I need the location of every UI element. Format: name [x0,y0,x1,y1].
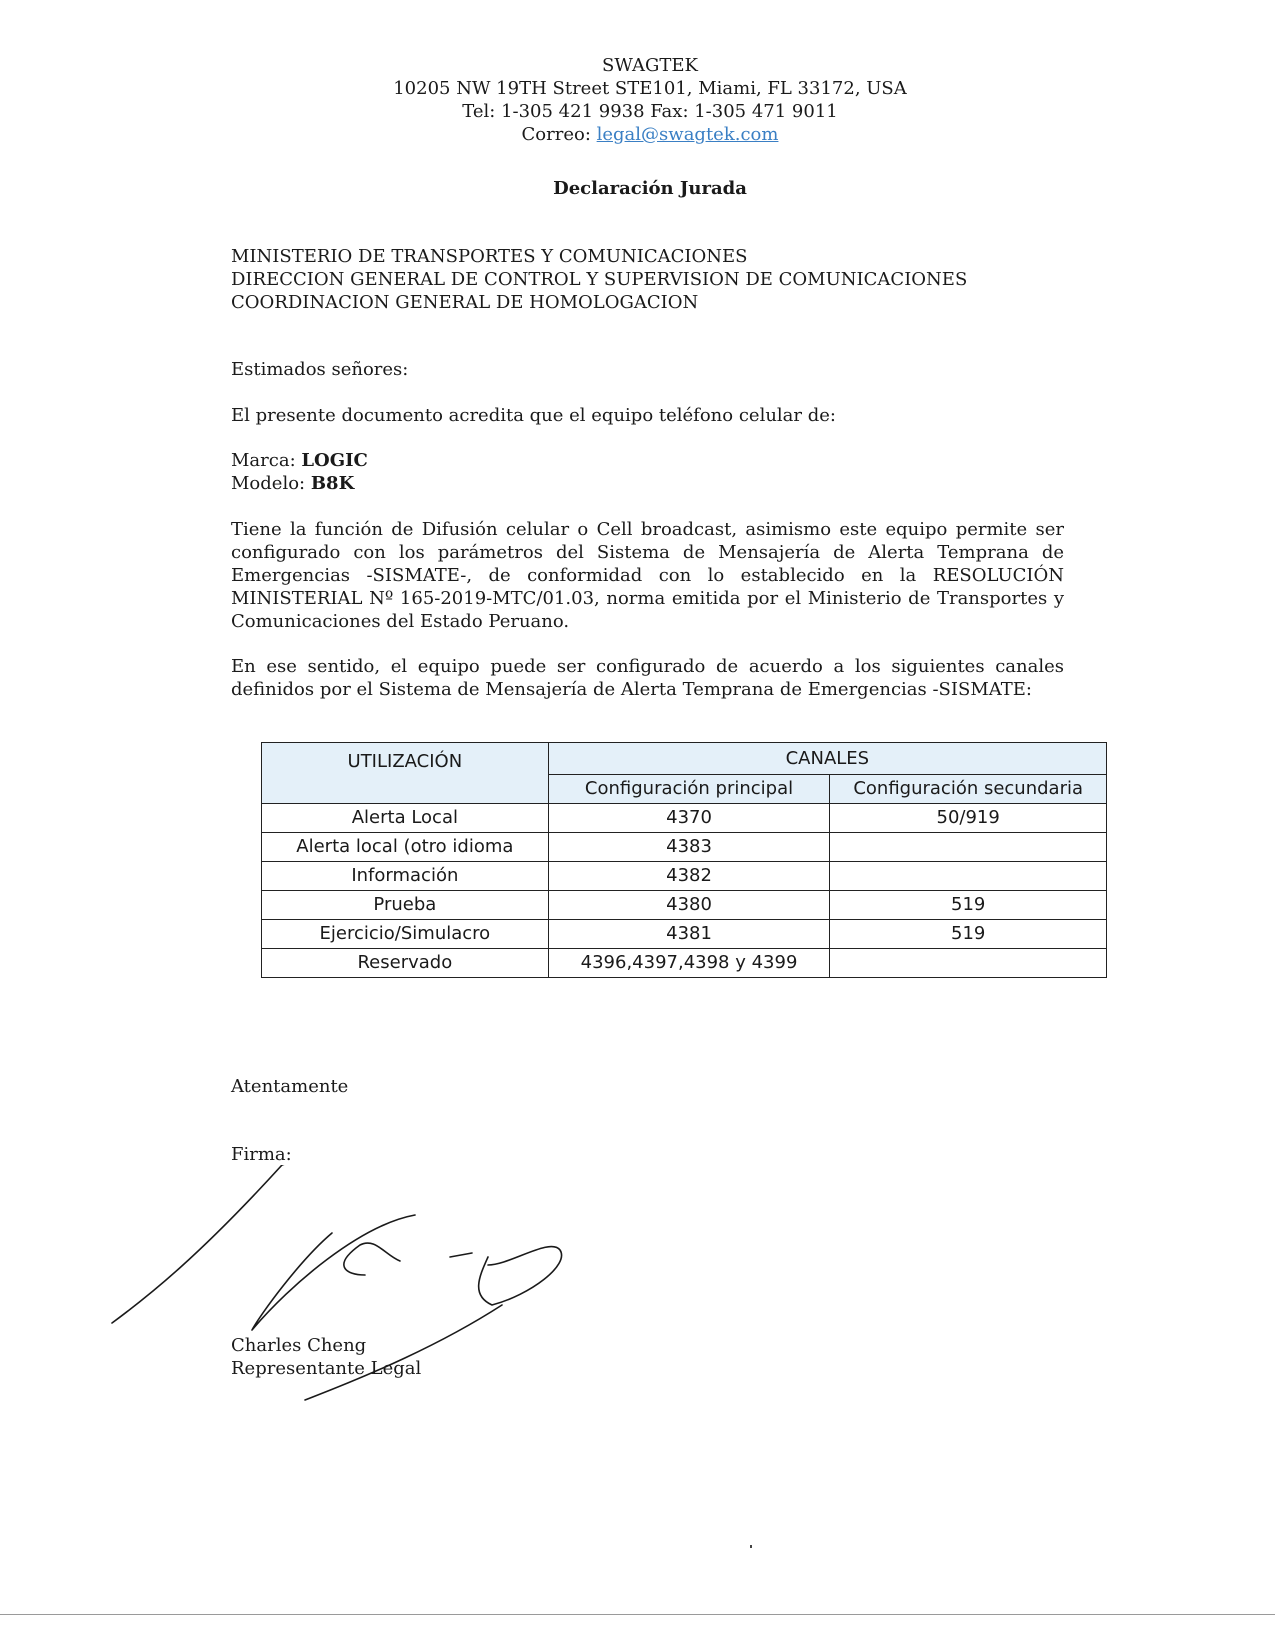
document-title: Declaración Jurada [553,178,747,199]
company-phone: Tel: 1-305 421 9938 Fax: 1-305 471 9011 [462,101,838,122]
company-email-line [0,123,1275,146]
cell-secondary: 50/919 [830,804,1107,833]
table-row [262,833,1107,862]
closing: Atentamente [231,1076,349,1097]
signer-block [231,1334,421,1380]
cell-secondary [830,862,1107,891]
table-row [262,804,1107,833]
header-utilizacion: UTILIZACIÓN [262,743,549,804]
cell-use: Alerta Local [262,804,549,833]
greeting: Estimados señores: [231,359,409,380]
table-row [262,891,1107,920]
cell-use: Ejercicio/Simulacro [262,920,549,949]
paragraph-function: Tiene la función de Difusión celular o Cell broadcast, asimismo este equipo permite ser configurado con los parámetros del Sistema de Mensajería de Alerta Temprana de Emergencias -SISMATE-, de conformidad con lo establecido en la RESOLUCIÓN MINISTERIAL Nº 165-2019-MTC/01.03, norma emitida por el Ministerio de Transportes y Comunicaciones del Estado Peruano. [231,519,1064,632]
cell-secondary: 519 [830,920,1107,949]
cell-use: Información [262,862,549,891]
paragraph-channels: En ese sentido, el equipo puede ser configurado de acuerdo a los siguientes canales definidos por el Sistema de Mensajería de Alerta Temprana de Emergencias -SISMATE: [231,656,1064,700]
cell-secondary [830,833,1107,862]
addressee-line-1: MINISTERIO DE TRANSPORTES Y COMUNICACIONES [231,246,748,267]
signer-name: Charles Cheng [231,1335,367,1356]
model-line [231,472,368,495]
letterhead [0,54,1275,146]
intro-text: El presente documento acredita que el equipo teléfono celular de: [231,405,836,426]
signature-label: Firma: [231,1144,292,1165]
device-info [231,449,368,495]
brand-line [231,449,368,472]
header-canales: CANALES [548,743,1106,775]
cell-primary: 4383 [548,833,830,862]
table-header-row [262,743,1107,775]
model-value: B8K [310,473,355,494]
cell-primary: 4396,4397,4398 y 4399 [548,949,830,978]
brand-value: LOGIC [301,450,368,471]
company-address: 10205 NW 19TH Street STE101, Miami, FL 33172, USA [393,78,907,99]
channels-table [261,742,1107,978]
email-label: Correo: [521,124,597,145]
email-link[interactable]: legal@swagtek.com [596,124,779,145]
table-row [262,862,1107,891]
company-name: SWAGTEK [602,55,698,76]
scan-speck [750,1545,752,1548]
cell-use: Alerta local (otro idioma [262,833,549,862]
cell-use: Reservado [262,949,549,978]
addressee-line-3: COORDINACION GENERAL DE HOMOLOGACION [231,292,699,313]
header-config-secundaria: Configuración secundaria [830,775,1107,804]
model-label: Modelo: [231,473,311,494]
cell-primary: 4381 [548,920,830,949]
addressee-block [231,245,967,314]
addressee-line-2: DIRECCION GENERAL DE CONTROL Y SUPERVISION DE COMUNICACIONES [231,269,968,290]
table-row [262,949,1107,978]
cell-use: Prueba [262,891,549,920]
brand-label: Marca: [231,450,302,471]
cell-secondary: 519 [830,891,1107,920]
signer-role: Representante Legal [231,1358,422,1379]
table-row [262,920,1107,949]
cell-primary: 4370 [548,804,830,833]
header-config-principal: Configuración principal [548,775,830,804]
cell-primary: 4380 [548,891,830,920]
cell-primary: 4382 [548,862,830,891]
cell-secondary [830,949,1107,978]
footer-rule [0,1614,1275,1615]
